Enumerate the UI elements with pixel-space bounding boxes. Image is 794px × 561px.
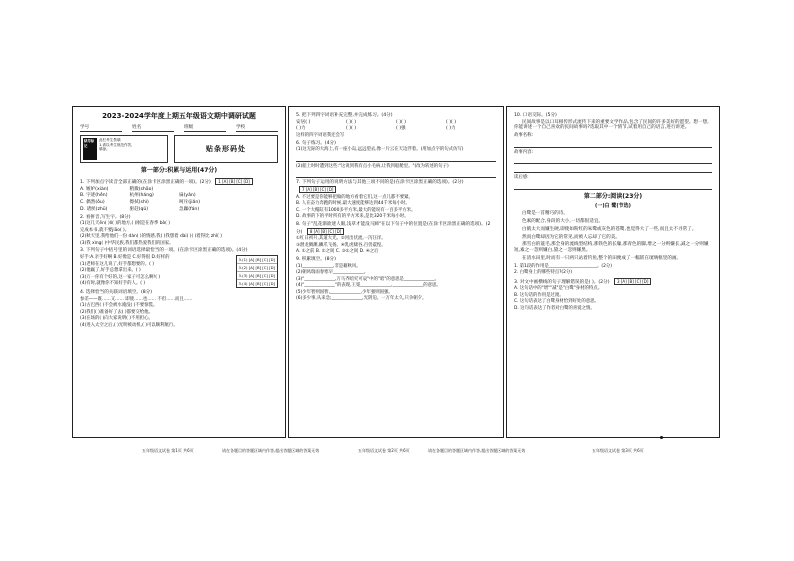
page-2-footer: 五年级语文试卷 第2页 共6页: [358, 448, 410, 453]
q5-extra: 这样的四字词语我还会写: [296, 133, 345, 139]
answer-box-3-1[interactable]: 3.(1) [A] [B] [C] [D]: [238, 257, 275, 263]
footer-note: 请在各题目的答题区域内作答,超出答题区域的答案无效: [428, 448, 526, 453]
q2-line[interactable]: 完成本书,就不要jiāo( )。: [80, 227, 130, 233]
rq3-option: C. 这句话表达了白鹭身材恰到好处的意思。: [514, 299, 599, 305]
question-7-text: 7. 下列句子运用的说明方法与其他三项不同的是(在涂卡区涂黑正确的选项)。(2分): [296, 180, 464, 186]
page-1-footer: 五年级语文试卷 第1页 共6页: [142, 448, 194, 453]
answer-line[interactable]: [514, 183, 712, 190]
answer-line[interactable]: [514, 141, 712, 148]
q1-option: A. 嫉妒(xiàn): [80, 186, 109, 192]
story-content-label: 故事内容:: [514, 149, 534, 155]
answer-box-r3[interactable]: 3 [A] [B] [C] [D]: [614, 278, 651, 285]
rq3-option: A. 这句话中的"增""减"是"白鹭"身材的特点。: [514, 286, 603, 292]
page-2: [288, 106, 504, 438]
passage-paragraph: 在清水田里,时而有一只两只站着钓鱼,整个的田便成了一幅嵌在琉璃框里的画。: [522, 255, 682, 261]
notice-line: 填涂。: [99, 147, 110, 152]
school-field[interactable]: 学校: [236, 125, 278, 133]
reading-question-3: [514, 278, 712, 286]
q5-row: [296, 120, 496, 126]
student-name-field[interactable]: 姓名: [132, 125, 174, 133]
q1-option: 稍微(shāo): [129, 186, 154, 192]
q1-option: 呵斥(jiǎn): [179, 200, 201, 206]
q1-option: [229, 187, 279, 193]
q5-blank[interactable]: ( )( ): [446, 119, 457, 125]
passage-paragraph: 白鹤太大而嫌生硬,即使如粉红的朱鹭或灰色的苍鹭,也觉得大了一些,而且太不寻常了。: [522, 226, 697, 232]
question-1-text: 1. 下列加点字读音全部正确的(在涂卡区涂黑正确的一项)。(2分): [80, 179, 211, 185]
q3-line: (1)老师在这儿说了,好手都想要的。( ): [80, 261, 154, 267]
question-9: 9. 积累填空。(8分): [296, 256, 336, 262]
question-6: 6. 句子练习。(4分): [296, 140, 336, 146]
q1-option: [229, 193, 279, 199]
q5-blank[interactable]: ( )强: [396, 126, 406, 132]
notice-text: [99, 138, 132, 160]
notice-line: 1.请以考生规范作答,: [99, 142, 133, 147]
answer-box-7[interactable]: 7 [A] [B] [C] [D]: [299, 186, 336, 193]
footer-note: 请在各题目的答题区域内作答,超出答题区域的答案无效: [222, 448, 320, 453]
q2-line[interactable]: (1)这几天ēn( )lí( )的地方,( )刚是在春季 bò( ): [80, 221, 170, 227]
answer-box-1[interactable]: 1 [A] [B] [C] [D]: [215, 178, 252, 185]
q1-option: 扁(yǎn): [179, 193, 196, 199]
answer-line[interactable]: [514, 157, 712, 164]
q1-option: 擦拭(shì): [129, 200, 149, 206]
question-2: 2. 看拼音,写生字。(8分): [80, 214, 131, 220]
q5-blank[interactable]: 安居( ): [296, 119, 311, 125]
section-1-heading: 第一部分:积累与运用(47分): [140, 167, 218, 175]
q3-line: (2)他赢了,好手总想拿出来。( ): [80, 268, 141, 274]
q5-blank[interactable]: ( )力: [296, 126, 306, 132]
q1-option: C. 偶然(ǒu): [80, 200, 105, 206]
page-3: [506, 106, 720, 438]
q1-option: [179, 187, 229, 193]
q9-line[interactable]: (2)朝风瑞雨春寒早______________。: [296, 270, 369, 276]
q1-option: B. 字迹(hěn): [80, 193, 108, 199]
question-4: 4. 选择恰当的关联词语填空。(8分): [80, 290, 153, 296]
q7-option: A. 不过要是你能够把做的地方看着它们,这一点儿都不要紧。: [296, 194, 413, 200]
notice-box: [80, 135, 168, 163]
notice-tag: 缺考标记: [83, 138, 97, 160]
answer-box-3-2[interactable]: 3.(2) [A] [B] [C] [D]: [238, 265, 275, 271]
answer-box-3-4[interactable]: 3.(4) [A] [B] [C] [D]: [238, 281, 275, 287]
barcode-area: 贴条形码处: [174, 135, 278, 163]
q4-line[interactable]: (4)进入太空之后,( )光明被动机,( )可以顺利航行。: [80, 322, 178, 328]
q1-option-row: [80, 193, 278, 199]
q1-option-row: [80, 187, 278, 193]
q8-line: ③潜龙腾渊,鳞爪飞扬。④乳虎啸谷,百兽震惶。: [296, 242, 386, 248]
q2-line[interactable]: (2)秋天里,我给他们一份 dàn( )的情感,我( )我想着 dài( )( )着得比 zhǐ( ): [80, 234, 222, 240]
answer-line[interactable]: [514, 166, 712, 173]
reading-question-2[interactable]: 2. 白鹭身上的哪些特点?(2分): [514, 270, 573, 276]
reading-question-1[interactable]: 1. 第1段的作用是______________________。(2分): [514, 263, 613, 269]
q4-line[interactable]: (1)古巴西( )不会被水淹没( )不要惊慌。: [80, 303, 158, 309]
q10-prompt: 民间故事是以口耳相传形式流传下来的重要文学作品,包含了民间的许多美好的愿望。想一想,你能讲述一个自己喜欢的民间故事吗?选取其中一个情节,试着用自己的语言,进行讲述。: [514, 119, 709, 131]
q6-part-2: (2)船上时时遭到这些:"这说到我有点小毛病,让我到船舱里。"(改为转述的句子): [296, 163, 449, 169]
q1-option: D. 诸侯(zhū): [80, 206, 108, 212]
q8-line: ①红日初升,其道大光。②河出伏流,一泻汪洋。: [296, 236, 386, 242]
q3-line: (4)有时,就像你不知好手的人。( ): [80, 281, 146, 287]
passage-paragraph: 那雪白的蓑毛,那全身的流线型结构,那铁色的长喙,那青色的脚,增之一分则嫌长,减之一分则嫌短,素之一忽则嫌白,黛之一忽则嫌黑。: [514, 242, 709, 254]
q9-line[interactable]: (6)多少事,从来急;______________,光阴迫。一万年太久,只争朝夕。: [296, 296, 427, 302]
question-1: [80, 178, 278, 186]
q5-blank[interactable]: ( )( ): [396, 119, 407, 125]
q1-option-row: [80, 200, 278, 206]
q1-option: 杭州(háng): [129, 193, 154, 199]
q9-line[interactable]: (3)"______________,万马齐喑究可哀"中的"喑"的意思是______________。: [296, 276, 440, 282]
q4-word-bank: 参差——既……又…… 即使……也…… 不但……而且……: [80, 296, 193, 302]
exam-title: 2023-2024学年度上期五年级语文期中调研试题: [102, 112, 256, 120]
question-3: 3. 下列句子中括号里的词语选择最恰当的一项。(在涂卡区涂黑正确的选项)。(4分): [80, 248, 248, 254]
exam-sheet: [72, 106, 720, 453]
answer-box-3-3[interactable]: 3.(3) [A] [B] [C] [D]: [238, 273, 275, 279]
question-8: [296, 222, 496, 235]
q3-line: (3)万一你有个好的,这一家子可怎么啊!( ): [80, 274, 161, 280]
section-2-heading: 第二部分:阅读(23分): [583, 192, 643, 200]
q1-option: 驱赶(qǔ): [129, 206, 149, 212]
q1-option-row: [80, 207, 278, 213]
rq3-option: D. 这句话表达了作者对白鹭的喜爱之情。: [514, 305, 595, 311]
q7-option: C. 一个大帽缸有1000多平方米,最大的能说有一百多平方米。: [296, 207, 416, 213]
notice-heading: 此栏考生禁填: [99, 138, 121, 143]
passage-paragraph: 色素的配合,身段的大小,一切都很适宜。: [522, 219, 604, 225]
reflection-label: 读后感:: [514, 175, 529, 181]
reading-question-3-text: 3. 对文中画横线的句子理解错误的是( )。(2分): [514, 279, 610, 285]
student-id-field[interactable]: 学号: [80, 125, 122, 133]
q1-option: 急躁(fán): [179, 206, 200, 212]
question-8-text: 8. 句子"乱花渐欲迷人眼,浅草才能没马蹄"在以下句子中的位置是(在涂卡区涂黑正确的选项)。(2分): [296, 221, 491, 235]
answer-line[interactable]: [296, 171, 496, 178]
q3-line: 好手:A.亲手好啊 B.好像是 C.好得很 D.好样的: [80, 255, 170, 261]
passage-paragraph: 白鹭是一首精巧的诗。: [522, 211, 568, 217]
q4-line[interactable]: (3)在场的( )向大家说明( )不用担心。: [80, 316, 153, 322]
q9-line[interactable]: (1)______________,非是藉秋风。: [296, 263, 361, 269]
q7-option: B. 人在奋力奔跑的时候,最大速度能够达到44千米每小时。: [296, 201, 410, 207]
q1-option: [229, 207, 279, 213]
class-field[interactable]: 班级: [184, 125, 226, 133]
question-10: 10. 口语交际。(5分): [514, 113, 557, 118]
question-5: 5. 把下列四字词语补充完整,并完成练习。(4分): [296, 113, 393, 118]
q6-part-1: (1)这无际的大海上,有一座小岛,远远望去,像一片云在天边浮着。(用加点字的句式仿写): [296, 147, 464, 153]
header-boxes: [80, 135, 278, 163]
q8-line: A. ①之前 B. ②之间 C. ③②之间 D. ④之后: [296, 249, 379, 255]
q9-line[interactable]: (4)"______________"的表现,王冕______________,______________的意思。: [296, 283, 441, 289]
question-7: [296, 180, 496, 193]
q5-blank[interactable]: ( )( ): [346, 119, 357, 125]
rq3-option: B. 这句话的作用是过渡。: [514, 292, 564, 298]
q9-line[interactable]: (5)少年智则国智,______________,少年强则国强。: [296, 289, 393, 295]
q5-blank[interactable]: ( )( ): [346, 126, 357, 132]
q4-line[interactable]: (2)我们( )准备好了去( )都要交给他。: [80, 309, 153, 315]
reading-title: (一)白 鹭(节选): [595, 203, 631, 210]
passage-paragraph: 然而白鹭却因为它的常见,而被人忘却了它的美。: [522, 234, 620, 240]
mark-dot: [660, 436, 663, 439]
q1-option: [229, 200, 279, 206]
q5-blank[interactable]: ( )力: [446, 126, 456, 132]
q5-row: [296, 126, 496, 132]
story-name-label: 故事名称:: [514, 133, 534, 139]
answer-line[interactable]: [296, 155, 496, 162]
answer-box-8[interactable]: 8 [A] [B] [C] [D]: [307, 228, 344, 235]
page-1: [72, 106, 286, 438]
page-3-footer: 五年级语文试卷 第3页 共6页: [592, 448, 644, 453]
answer-grid-3[interactable]: [236, 255, 278, 288]
q7-option: D. 故事的下的平时所有的平方米来,是比320千米每小时。: [296, 214, 409, 220]
student-info-line: [80, 125, 278, 133]
q2-line[interactable]: (3)我 xìng( )中华民族,我们都热爱我们的国家。: [80, 240, 174, 246]
